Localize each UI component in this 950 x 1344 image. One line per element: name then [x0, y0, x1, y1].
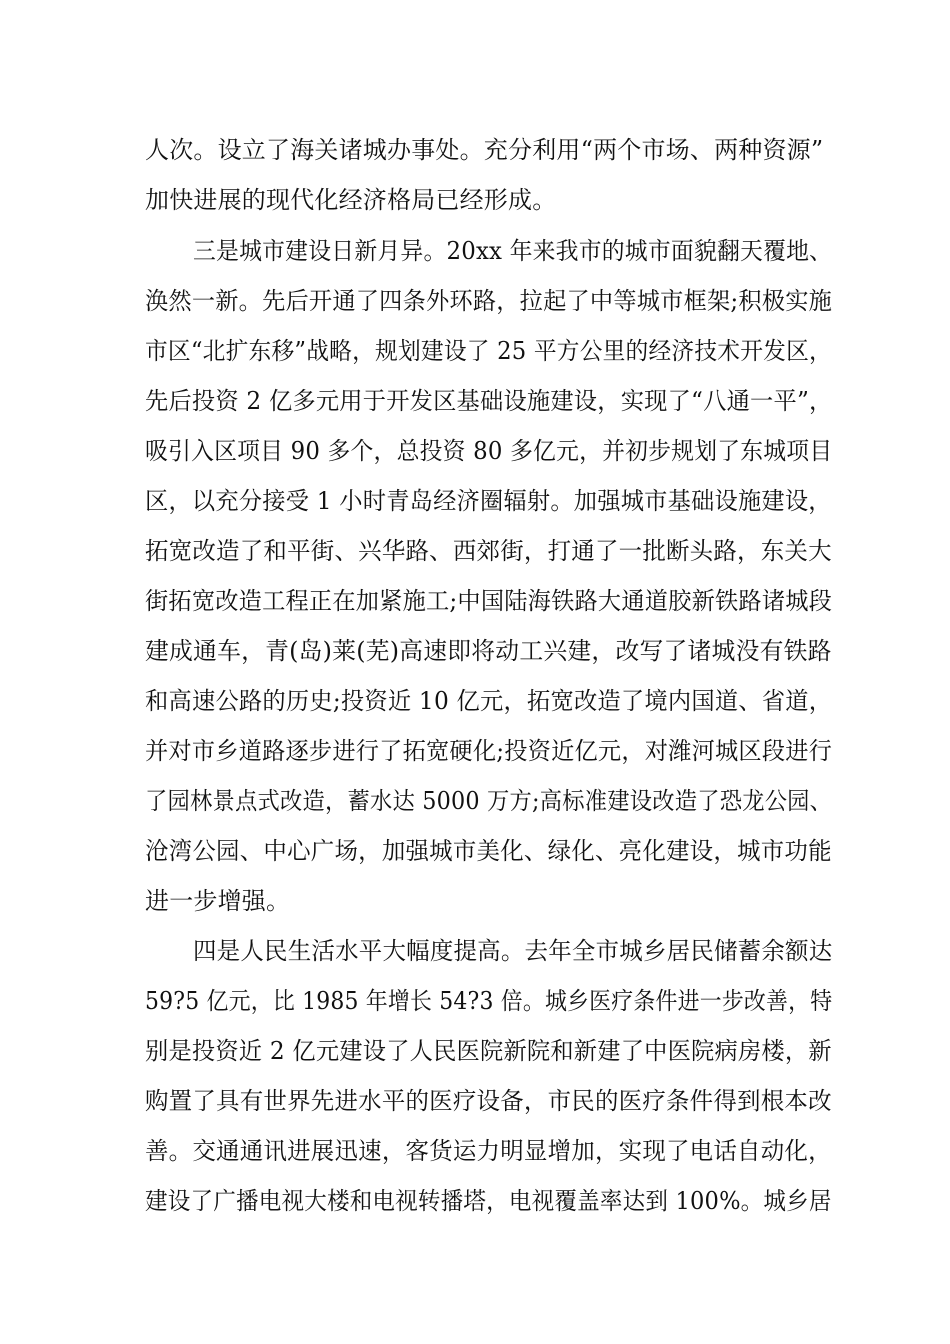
text-line: 加快进展的现代化经济格局已经形成。 — [145, 186, 557, 214]
text-line: 区，以充分接受 1 小时青岛经济圈辐射。加强城市基础设施建设， — [145, 487, 832, 515]
text-line: 涣然一新。先后开通了四条外环路，拉起了中等城市框架;积极实施 — [145, 287, 833, 315]
text-line: 沧湾公园、中心广场，加强城市美化、绿化、亮化建设，城市功能 — [145, 837, 832, 865]
text-line: 建成通车，青(岛)莱(芜)高速即将动工兴建，改写了诸城没有铁路 — [145, 637, 832, 665]
text-line: 人次。设立了海关诸城办事处。充分利用“两个市场、两种资源” — [145, 136, 824, 164]
text-line: 59?5 亿元，比 1985 年增长 54?3 倍。城乡医疗条件进一步改善，特 — [145, 987, 833, 1015]
text-line: 了园林景点式改造，蓄水达 5000 万方;高标准建设改造了恐龙公园、 — [145, 787, 833, 815]
text-line: 吸引入区项目 90 多个，总投资 80 多亿元，并初步规划了东城项目 — [145, 437, 833, 465]
text-line: 市区“北扩东移”战略，规划建设了 25 平方公里的经济技术开发区， — [145, 337, 832, 365]
text-line: 街拓宽改造工程正在加紧施工;中国陆海铁路大通道胶新铁路诸城段 — [145, 587, 833, 615]
text-line: 拓宽改造了和平街、兴华路、西郊街，打通了一批断头路，东关大 — [145, 537, 832, 565]
text-line: 购置了具有世界先进水平的医疗设备，市民的医疗条件得到根本改 — [145, 1087, 832, 1115]
text-line: 进一步增强。 — [145, 887, 291, 915]
text-line: 善。交通通讯进展迅速，客货运力明显增加，实现了电话自动化， — [145, 1137, 832, 1165]
text-line: 先后投资 2 亿多元用于开发区基础设施建设，实现了“八通一平”， — [145, 387, 833, 415]
text-line: 别是投资近 2 亿元建设了人民医院新院和新建了中医院病房楼，新 — [145, 1037, 832, 1065]
text-line: 建设了广播电视大楼和电视转播塔，电视覆盖率达到 100%。城乡居 — [145, 1187, 832, 1215]
paragraph-start-line: 四是人民生活水平大幅度提高。去年全市城乡居民储蓄余额达 — [193, 937, 833, 965]
text-line: 并对市乡道路逐步进行了拓宽硬化;投资近亿元，对潍河城区段进行 — [145, 737, 833, 765]
text-line: 和高速公路的历史;投资近 10 亿元，拓宽改造了境内国道、省道， — [145, 687, 833, 715]
paragraph-start-line: 三是城市建设日新月异。20xx 年来我市的城市面貌翻天覆地、 — [193, 237, 833, 265]
